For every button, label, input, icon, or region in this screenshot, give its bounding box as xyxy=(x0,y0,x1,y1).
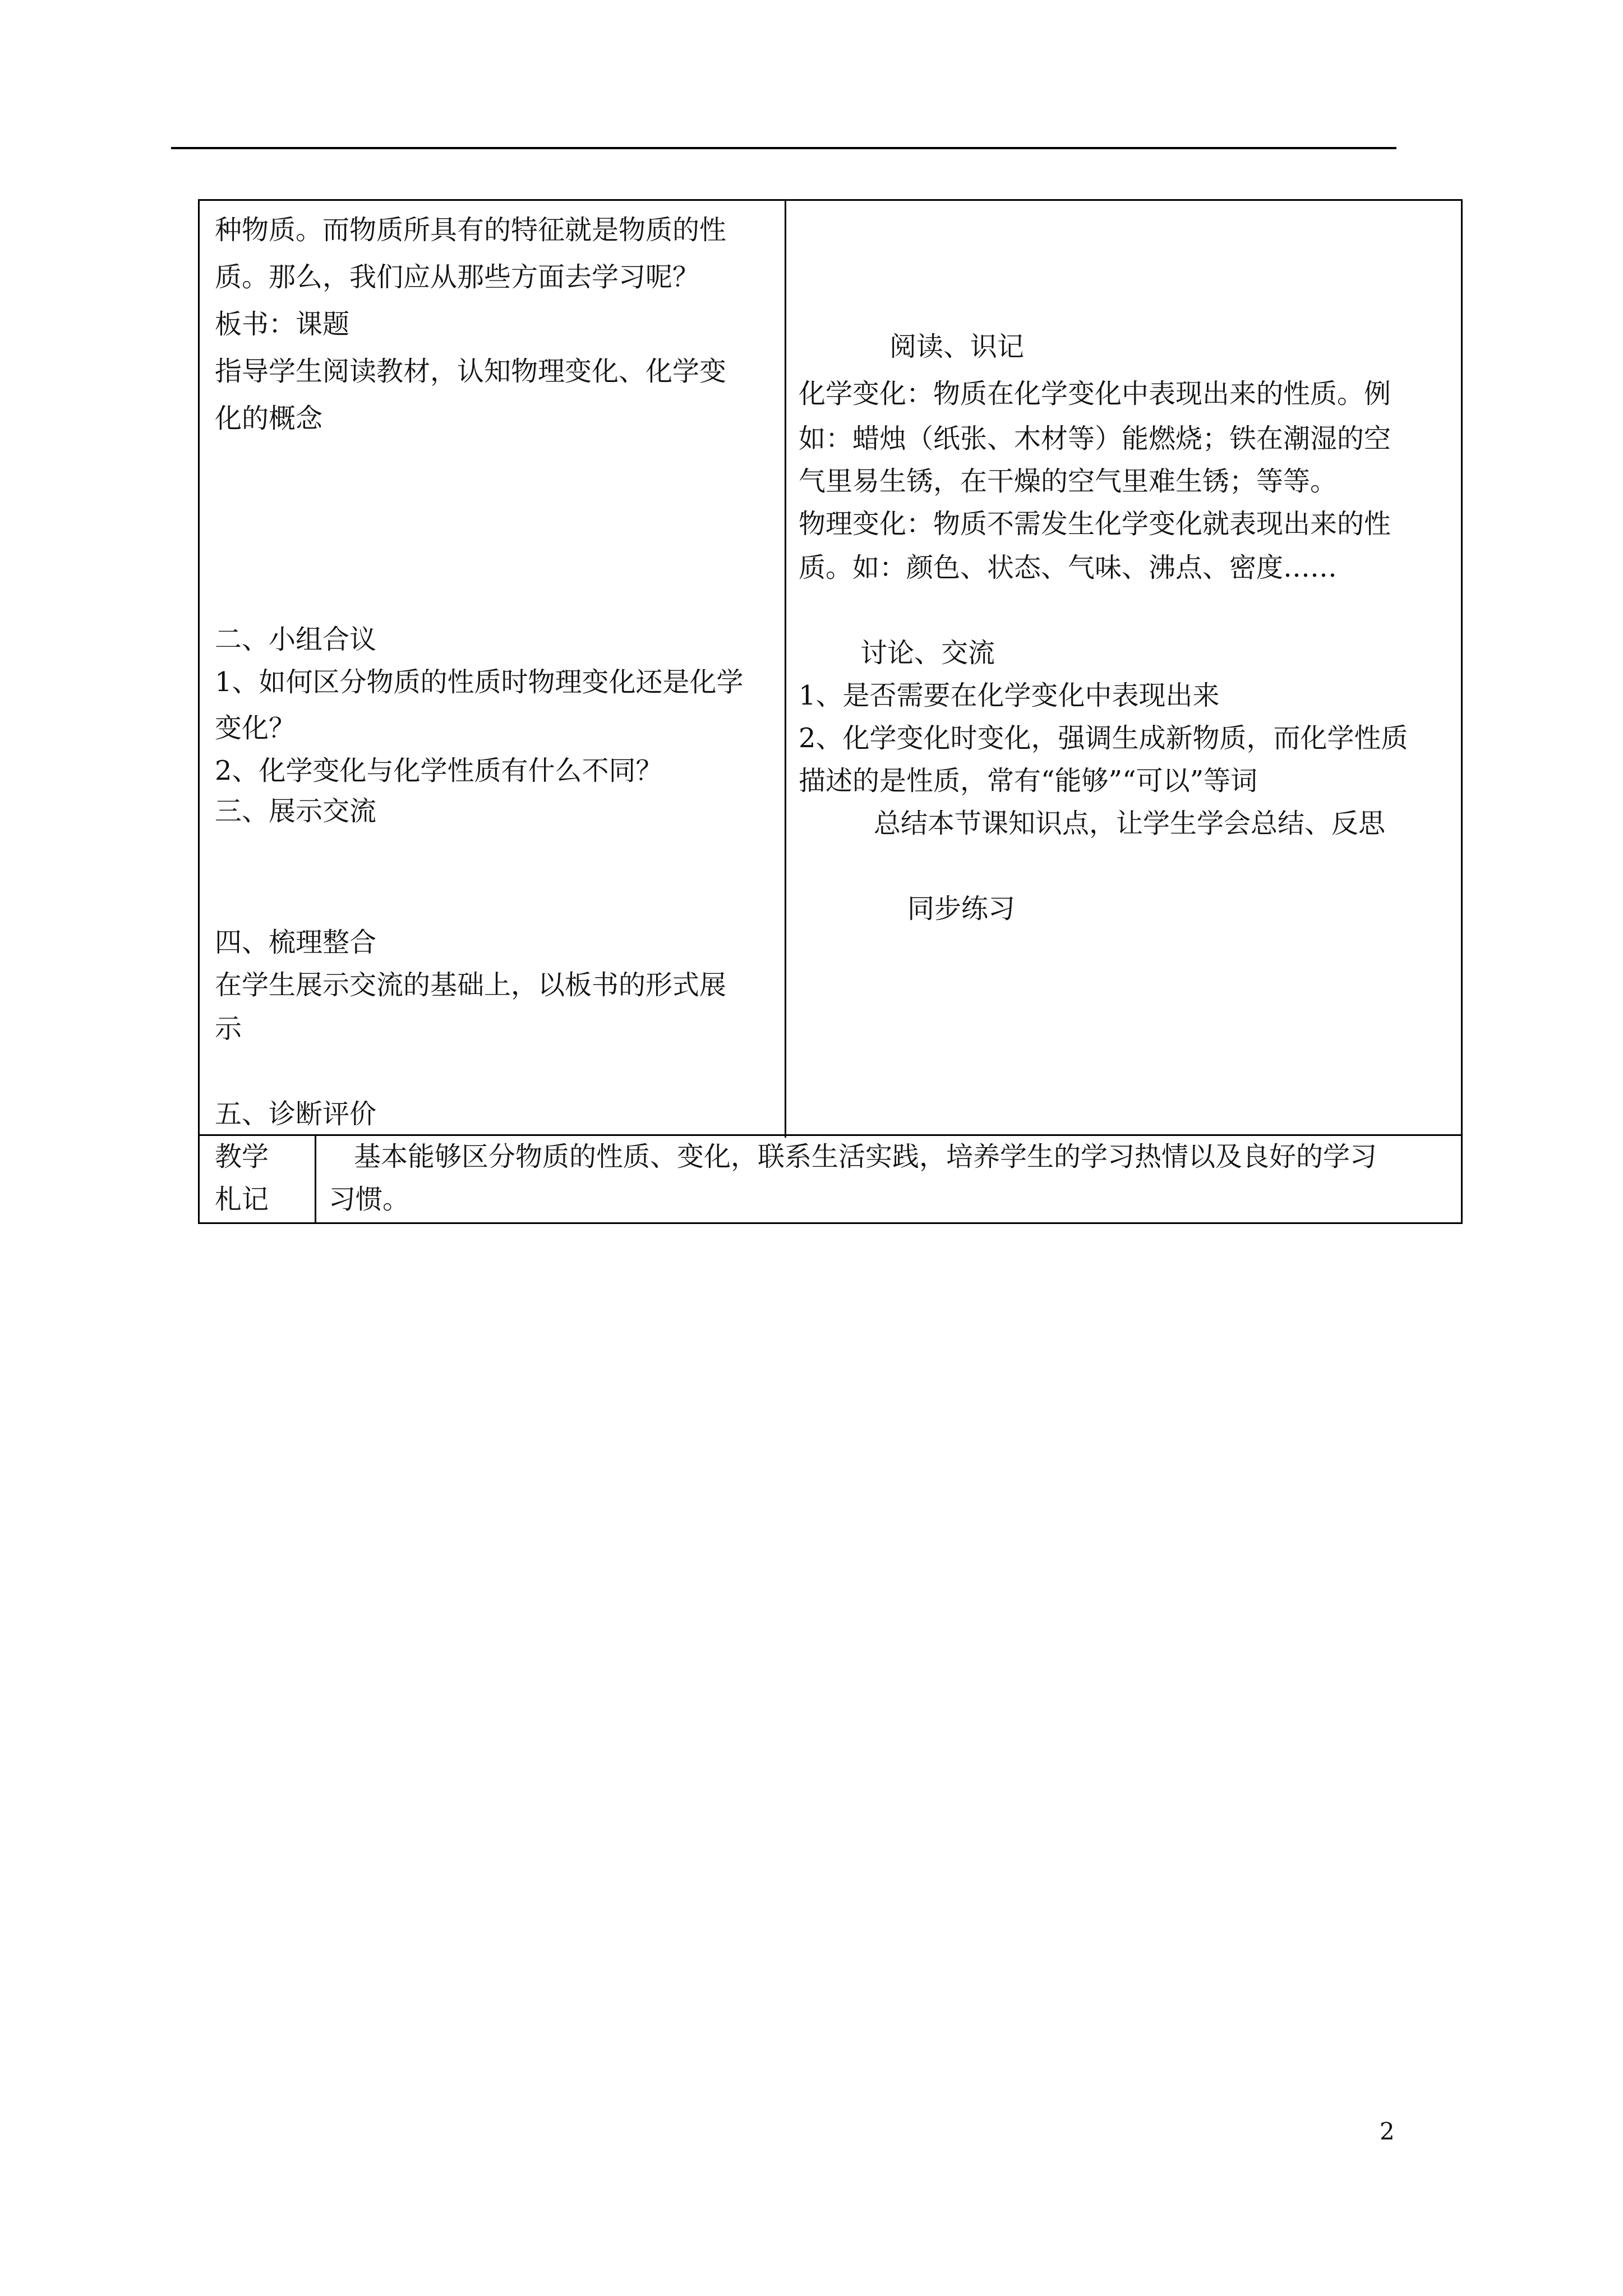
body-line: 示 xyxy=(215,1013,242,1045)
discuss-heading: 讨论、交流 xyxy=(860,637,995,669)
answer-line: 2、化学变化时变化，强调生成新物质，而化学性质 xyxy=(799,723,1408,754)
notes-content: 习惯。 xyxy=(329,1184,410,1215)
section-heading: 五、诊断评价 xyxy=(215,1098,377,1130)
section-heading: 四、梳理整合 xyxy=(215,927,377,958)
answer-line: 1、是否需要在化学变化中表现出来 xyxy=(799,680,1220,711)
summary-line: 总结本节课知识点，让学生学会总结、反思 xyxy=(874,808,1386,839)
read-heading: 阅读、识记 xyxy=(889,331,1025,362)
notes-row xyxy=(198,1134,1463,1224)
left-text-line: 质。那么，我们应从那些方面去学习呢？ xyxy=(215,261,700,293)
section-heading: 二、小组合议 xyxy=(215,624,377,655)
notes-label: 教学 xyxy=(215,1141,269,1172)
notes-content: 基本能够区分物质的性质、变化，联系生活实践，培养学生的学习热情以及良好的学习 xyxy=(354,1141,1377,1172)
notes-label: 札记 xyxy=(215,1184,269,1215)
right-text-line: 气里易生锈，在干燥的空气里难生锈；等等。 xyxy=(799,466,1338,497)
right-text-line: 化学变化：物质在化学变化中表现出来的性质。例 xyxy=(799,378,1391,409)
body-line: 在学生展示交流的基础上，以板书的形式展 xyxy=(215,969,727,1001)
left-text-line: 种物质。而物质所具有的特征就是物质的性 xyxy=(215,214,727,246)
right-text-line: 如：蜡烛（纸张、木材等）能燃烧；铁在潮湿的空 xyxy=(799,423,1391,454)
question-line: 1、如何区分物质的性质时物理变化还是化学 xyxy=(215,666,744,698)
answer-line: 描述的是性质，常有“能够”“可以”等词 xyxy=(799,765,1258,797)
lesson-table xyxy=(198,199,1463,1136)
practice-line: 同步练习 xyxy=(907,893,1016,924)
question-line: 变化？ xyxy=(215,712,296,744)
right-text-line: 质。如：颜色、状态、气味、沸点、密度…… xyxy=(799,552,1338,583)
left-text-line: 指导学生阅读教材，认知物理变化、化学变 xyxy=(215,356,727,387)
notes-divider xyxy=(315,1134,316,1222)
section-heading: 三、展示交流 xyxy=(215,795,377,827)
header-rule xyxy=(171,147,1396,149)
page-number: 2 xyxy=(1380,2118,1395,2145)
left-text-line: 板书：课题 xyxy=(215,309,350,340)
right-text-line: 物理变化：物质不需发生化学变化就表现出来的性 xyxy=(799,508,1391,540)
question-line: 2、化学变化与化学性质有什么不同？ xyxy=(215,755,663,786)
column-divider xyxy=(785,201,786,1138)
left-text-line: 化的概念 xyxy=(215,403,323,434)
